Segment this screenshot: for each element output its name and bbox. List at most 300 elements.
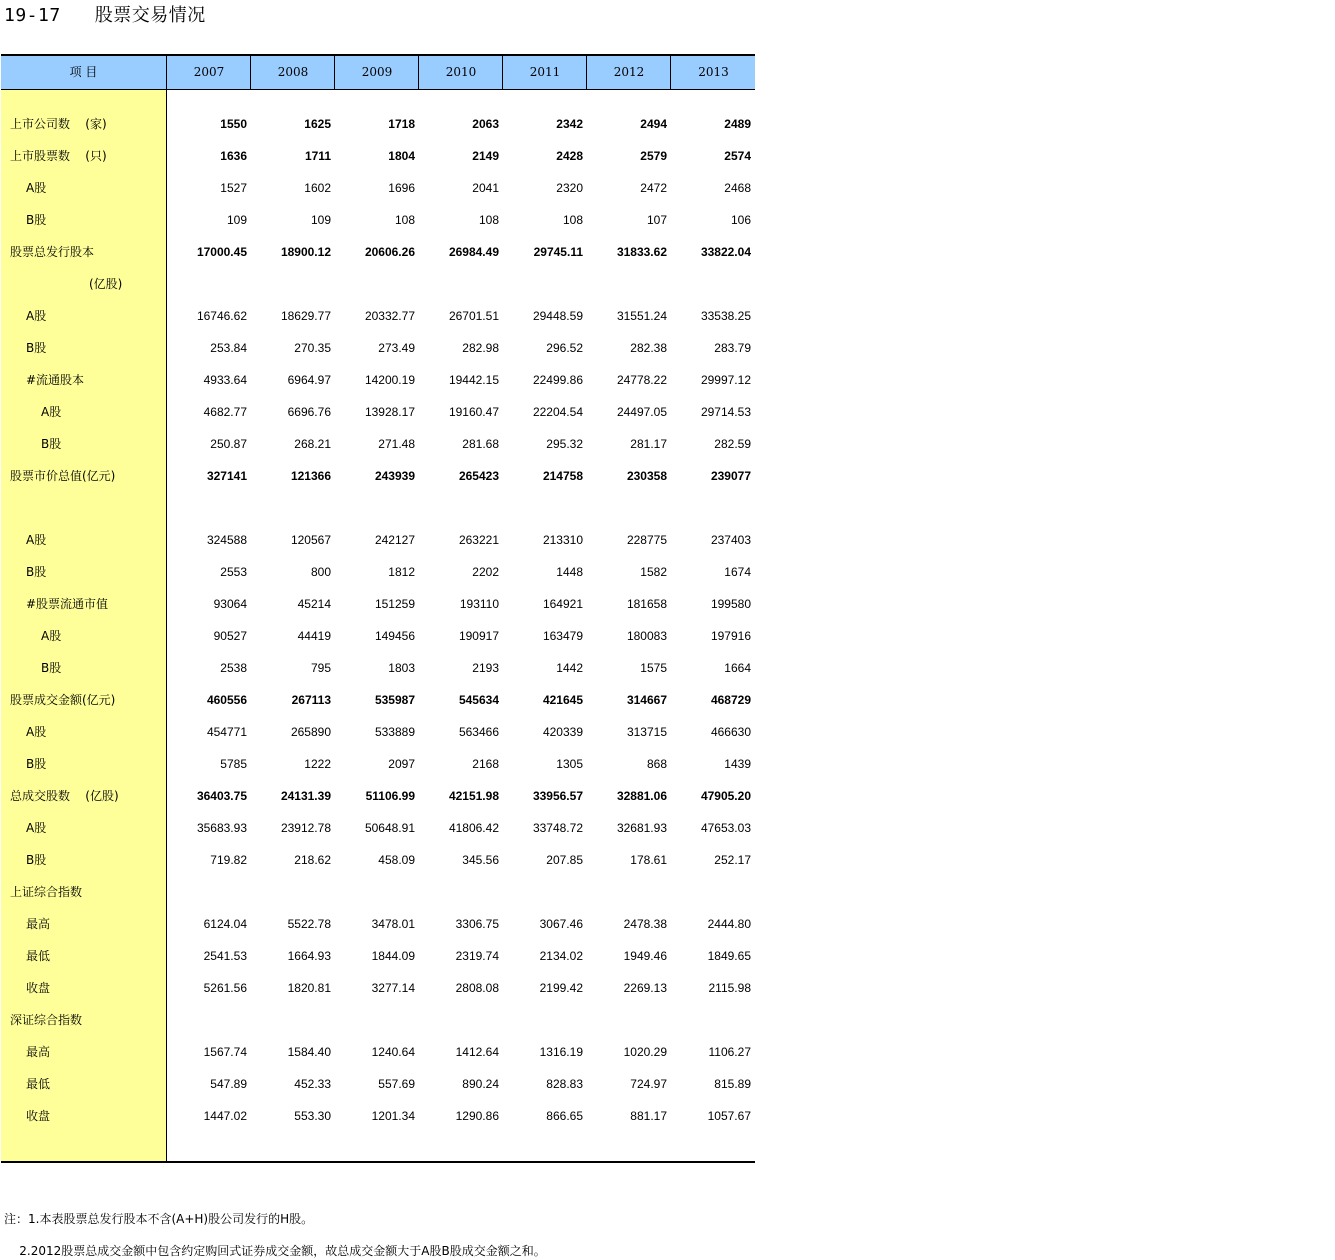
- cell-value: 1674: [724, 565, 751, 579]
- table-row: [1, 588, 755, 620]
- cell-value: [335, 268, 415, 300]
- table-row: [1, 396, 755, 428]
- cell-value: 1527: [220, 181, 247, 195]
- cell-value: 421645: [542, 693, 583, 707]
- table-row: [1, 524, 755, 556]
- table-row: [1, 204, 755, 236]
- cell-value: 265423: [458, 469, 499, 483]
- cell-value: 16746.62: [196, 309, 247, 323]
- cell-value: 2149: [472, 149, 499, 163]
- cell-value: 460556: [206, 693, 247, 707]
- table-row: [1, 652, 755, 684]
- row-label: 总成交股数 (亿股): [10, 789, 119, 803]
- cell-value: 2428: [556, 149, 583, 163]
- cell-value: 26701.51: [448, 309, 499, 323]
- cell-value: 51106.99: [365, 789, 415, 803]
- cell-value: 535987: [374, 693, 415, 707]
- cell-value: 296.52: [546, 341, 583, 355]
- cell-value: [503, 268, 583, 300]
- cell-value: 109: [310, 213, 331, 227]
- cell-value: 547.89: [210, 1077, 247, 1091]
- cell-value: 2115.98: [708, 981, 751, 995]
- cell-value: 327141: [206, 469, 247, 483]
- cell-value: 29997.12: [700, 373, 751, 387]
- cell-value: 1222: [304, 757, 331, 771]
- cell-value: 2478.38: [623, 917, 667, 931]
- cell-value: 178.61: [630, 853, 667, 867]
- cell-value: 252.17: [714, 853, 751, 867]
- row-label: A股: [41, 629, 62, 643]
- table-row: [1, 716, 755, 748]
- cell-value: [167, 876, 247, 908]
- cell-value: [251, 492, 331, 524]
- cell-value: 466630: [710, 725, 751, 739]
- cell-value: 20332.77: [364, 309, 415, 323]
- table-row: [1, 812, 755, 844]
- header-year: 2008: [250, 56, 335, 89]
- cell-value: 420339: [542, 725, 583, 739]
- cell-value: 2472: [640, 181, 667, 195]
- cell-value: 190917: [458, 629, 499, 643]
- cell-value: 2541.53: [203, 949, 247, 963]
- cell-value: 881.17: [630, 1109, 667, 1123]
- cell-value: 1949.46: [623, 949, 667, 963]
- cell-value: 250.87: [210, 437, 247, 451]
- cell-value: 454771: [206, 725, 247, 739]
- cell-value: 282.38: [630, 341, 667, 355]
- cell-value: [419, 876, 499, 908]
- cell-value: [335, 1004, 415, 1036]
- cell-value: 1057.67: [707, 1109, 751, 1123]
- cell-value: 151259: [374, 597, 415, 611]
- row-label: B股: [26, 757, 47, 771]
- cell-value: 1718: [388, 117, 415, 131]
- cell-value: 3277.14: [371, 981, 415, 995]
- table-row: [1, 108, 755, 140]
- cell-value: 22499.86: [532, 373, 583, 387]
- table-row: [1, 1036, 755, 1068]
- cell-value: 2097: [388, 757, 415, 771]
- cell-value: 313715: [626, 725, 667, 739]
- table-row: [1, 972, 755, 1004]
- cell-value: 1696: [388, 181, 415, 195]
- cell-value: 5785: [220, 757, 247, 771]
- cell-value: 24778.22: [616, 373, 667, 387]
- cell-value: 29448.59: [532, 309, 583, 323]
- cell-value: 3067.46: [539, 917, 583, 931]
- cell-value: 1106.27: [708, 1045, 751, 1059]
- cell-value: 2579: [640, 149, 667, 163]
- cell-value: 282.98: [462, 341, 499, 355]
- cell-value: 31551.24: [616, 309, 667, 323]
- table-header: [1, 56, 755, 90]
- table-row: [1, 332, 755, 364]
- cell-value: 866.65: [546, 1109, 583, 1123]
- table-row: [1, 1068, 755, 1100]
- cell-value: 265890: [290, 725, 331, 739]
- cell-value: 1201.34: [371, 1109, 415, 1123]
- cell-value: 218.62: [294, 853, 331, 867]
- cell-value: 314667: [626, 693, 667, 707]
- cell-value: 1664: [724, 661, 751, 675]
- cell-value: [419, 1004, 499, 1036]
- cell-value: [587, 876, 667, 908]
- cell-value: 1240.64: [371, 1045, 415, 1059]
- cell-value: 193110: [459, 597, 499, 611]
- row-label: A股: [26, 821, 47, 835]
- cell-value: 4682.77: [203, 405, 247, 419]
- page-title: 19-17 股票交易情况: [4, 5, 206, 26]
- cell-value: 2041: [472, 181, 499, 195]
- cell-value: 24131.39: [280, 789, 331, 803]
- cell-value: 230358: [626, 469, 667, 483]
- cell-value: 31833.62: [616, 245, 667, 259]
- cell-value: 2444.80: [707, 917, 751, 931]
- cell-value: 1584.40: [287, 1045, 331, 1059]
- cell-value: [419, 268, 499, 300]
- cell-value: 1447.02: [203, 1109, 247, 1123]
- cell-value: 5522.78: [287, 917, 331, 931]
- row-label: 股票成交金额(亿元): [10, 693, 116, 707]
- cell-value: 121366: [290, 469, 331, 483]
- cell-value: 2199.42: [539, 981, 583, 995]
- cell-value: 32881.06: [616, 789, 667, 803]
- row-label: #流通股本: [26, 373, 85, 387]
- row-label: B股: [26, 853, 47, 867]
- cell-value: [587, 492, 667, 524]
- cell-value: 6964.97: [287, 373, 331, 387]
- cell-value: 1803: [388, 661, 415, 675]
- cell-value: 1020.29: [623, 1045, 667, 1059]
- cell-value: 2574: [724, 149, 751, 163]
- cell-value: 345.56: [462, 853, 499, 867]
- cell-value: 295.32: [546, 437, 583, 451]
- cell-value: 2553: [220, 565, 247, 579]
- cell-value: 1711: [304, 149, 331, 163]
- cell-value: 270.35: [294, 341, 331, 355]
- cell-value: [587, 1004, 667, 1036]
- cell-value: [671, 492, 751, 524]
- cell-value: 1804: [388, 149, 415, 163]
- cell-value: 228775: [626, 533, 667, 547]
- cell-value: 213310: [542, 533, 583, 547]
- row-label: 最高: [26, 917, 51, 931]
- table-row: [1, 172, 755, 204]
- cell-value: 3306.75: [455, 917, 499, 931]
- cell-value: 1305: [556, 757, 583, 771]
- cell-value: [503, 876, 583, 908]
- cell-value: 33822.04: [700, 245, 751, 259]
- cell-value: 1550: [220, 117, 247, 131]
- cell-value: 724.97: [630, 1077, 667, 1091]
- cell-value: 23912.78: [280, 821, 331, 835]
- cell-value: [167, 492, 247, 524]
- cell-value: 13928.17: [364, 405, 415, 419]
- cell-value: 19442.15: [448, 373, 499, 387]
- cell-value: 1412.64: [455, 1045, 499, 1059]
- cell-value: [251, 268, 331, 300]
- row-label: 上市股票数 (只): [10, 149, 107, 163]
- cell-value: 214758: [542, 469, 583, 483]
- cell-value: 3478.01: [371, 917, 415, 931]
- cell-value: 18629.77: [280, 309, 331, 323]
- header-year: 2010: [418, 56, 503, 89]
- row-label: 股票总发行股本: [10, 245, 95, 259]
- cell-value: 19160.47: [448, 405, 499, 419]
- cell-value: 44419: [297, 629, 331, 643]
- cell-value: 2494: [640, 117, 667, 131]
- cell-value: 1316.19: [539, 1045, 583, 1059]
- cell-value: [251, 1004, 331, 1036]
- table-row: [1, 908, 755, 940]
- cell-value: 1582: [640, 565, 667, 579]
- cell-value: 20606.26: [364, 245, 415, 259]
- cell-value: 2193: [472, 661, 499, 675]
- cell-value: [167, 1004, 247, 1036]
- row-label: 最高: [26, 1045, 51, 1059]
- cell-value: 2320: [556, 181, 583, 195]
- cell-value: 33538.25: [700, 309, 751, 323]
- cell-value: 533889: [374, 725, 415, 739]
- cell-value: 108: [394, 213, 415, 227]
- cell-value: 2489: [724, 117, 751, 131]
- cell-value: 795: [310, 661, 331, 675]
- cell-value: 1602: [304, 181, 331, 195]
- cell-value: 800: [310, 565, 331, 579]
- header-year: 2013: [670, 56, 756, 89]
- cell-value: [671, 268, 751, 300]
- cell-value: 5261.56: [203, 981, 247, 995]
- cell-value: 545634: [458, 693, 499, 707]
- table-row: [1, 940, 755, 972]
- cell-value: 452.33: [294, 1077, 331, 1091]
- cell-value: 6696.76: [287, 405, 331, 419]
- cell-value: 2808.08: [455, 981, 499, 995]
- cell-value: [335, 876, 415, 908]
- cell-value: 563466: [458, 725, 499, 739]
- table-row: [1, 428, 755, 460]
- cell-value: 458.09: [378, 853, 415, 867]
- cell-value: 50648.91: [364, 821, 415, 835]
- table-row: [1, 300, 755, 332]
- table-row: [1, 876, 755, 908]
- cell-value: [671, 876, 751, 908]
- cell-value: [167, 268, 247, 300]
- cell-value: 253.84: [210, 341, 247, 355]
- row-label: 收盘: [26, 1109, 51, 1123]
- note-1: 注：1.本表股票总发行股本不含(A+H)股公司发行的H股。: [4, 1212, 314, 1226]
- cell-value: 281.17: [630, 437, 667, 451]
- row-label: 股票市价总值(亿元): [10, 469, 116, 483]
- cell-value: 1820.81: [287, 981, 331, 995]
- cell-value: 2063: [472, 117, 499, 131]
- cell-value: 47905.20: [700, 789, 751, 803]
- cell-value: 93064: [213, 597, 247, 611]
- header-year: 2009: [334, 56, 419, 89]
- table-row: [1, 620, 755, 652]
- cell-value: 108: [478, 213, 499, 227]
- cell-value: 4933.64: [203, 373, 247, 387]
- cell-value: 41806.42: [448, 821, 499, 835]
- cell-value: 1636: [220, 149, 247, 163]
- cell-value: 47653.03: [700, 821, 751, 835]
- table-row: [1, 364, 755, 396]
- cell-value: 107: [646, 213, 667, 227]
- cell-value: 149456: [374, 629, 415, 643]
- cell-value: 109: [226, 213, 247, 227]
- row-label: A股: [26, 533, 47, 547]
- row-label: (亿股): [89, 277, 123, 291]
- table-row: [1, 140, 755, 172]
- cell-value: 1290.86: [455, 1109, 499, 1123]
- cell-value: 1567.74: [203, 1045, 247, 1059]
- cell-value: 1664.93: [287, 949, 331, 963]
- cell-value: 180083: [626, 629, 667, 643]
- cell-value: 90527: [213, 629, 247, 643]
- cell-value: 239077: [710, 469, 751, 483]
- row-label: A股: [26, 725, 47, 739]
- cell-value: 719.82: [210, 853, 247, 867]
- row-label: 上证综合指数: [10, 885, 83, 899]
- cell-value: 6124.04: [203, 917, 247, 931]
- row-label: A股: [26, 181, 47, 195]
- cell-value: 1439: [724, 757, 751, 771]
- cell-value: 24497.05: [616, 405, 667, 419]
- cell-value: 36403.75: [196, 789, 247, 803]
- cell-value: 207.85: [546, 853, 583, 867]
- row-label: 收盘: [26, 981, 51, 995]
- row-label: B股: [26, 213, 47, 227]
- row-label: B股: [41, 661, 62, 675]
- cell-value: 26984.49: [448, 245, 499, 259]
- cell-value: 35683.93: [196, 821, 247, 835]
- header-year: 2012: [586, 56, 671, 89]
- table-row: [1, 748, 755, 780]
- cell-value: 281.68: [462, 437, 499, 451]
- cell-value: 237403: [710, 533, 751, 547]
- table-row: [1, 684, 755, 716]
- cell-value: 2319.74: [455, 949, 499, 963]
- cell-value: 29745.11: [533, 245, 583, 259]
- cell-value: 2468: [724, 181, 751, 195]
- row-label: 最低: [26, 1077, 51, 1091]
- cell-value: 18900.12: [280, 245, 331, 259]
- cell-value: 282.59: [714, 437, 751, 451]
- row-label: B股: [26, 565, 47, 579]
- cell-value: 273.49: [378, 341, 415, 355]
- cell-value: [503, 1004, 583, 1036]
- header-item-label: 项 目: [69, 65, 98, 79]
- stock-trading-table: [1, 54, 755, 1164]
- cell-value: 557.69: [378, 1077, 415, 1091]
- cell-value: 2269.13: [623, 981, 667, 995]
- note-2: 2.2012股票总成交金额中包含约定购回式证券成交金额，故总成交金额大于A股B股成交金额之和。: [4, 1244, 546, 1258]
- cell-value: 164921: [542, 597, 583, 611]
- cell-value: [503, 492, 583, 524]
- cell-value: 2538: [220, 661, 247, 675]
- table-bottom-rule: [1, 1161, 755, 1163]
- cell-value: 267113: [291, 693, 331, 707]
- cell-value: 468729: [710, 693, 751, 707]
- cell-value: 2134.02: [539, 949, 583, 963]
- cell-value: 14200.19: [364, 373, 415, 387]
- cell-value: 33748.72: [532, 821, 583, 835]
- cell-value: 1849.65: [707, 949, 751, 963]
- cell-value: 283.79: [714, 341, 751, 355]
- table-row: [1, 844, 755, 876]
- cell-value: 890.24: [462, 1077, 499, 1091]
- cell-value: [251, 876, 331, 908]
- cell-value: 271.48: [378, 437, 415, 451]
- cell-value: 32681.93: [616, 821, 667, 835]
- cell-value: [587, 268, 667, 300]
- table-row: [1, 236, 755, 268]
- cell-value: 242127: [374, 533, 415, 547]
- cell-value: 108: [562, 213, 583, 227]
- cell-value: 243939: [374, 469, 415, 483]
- cell-value: [419, 492, 499, 524]
- header-year: 2007: [166, 56, 251, 89]
- cell-value: 553.30: [294, 1109, 331, 1123]
- cell-value: 868: [646, 757, 667, 771]
- header-year: 2011: [502, 56, 587, 89]
- cell-value: 2168: [472, 757, 499, 771]
- cell-value: 22204.54: [532, 405, 583, 419]
- table-row: [1, 492, 755, 524]
- cell-value: 1625: [304, 117, 331, 131]
- cell-value: 815.89: [714, 1077, 751, 1091]
- cell-value: 1575: [640, 661, 667, 675]
- table-row: [1, 1100, 755, 1132]
- cell-value: 1442: [556, 661, 583, 675]
- cell-value: 42151.98: [448, 789, 499, 803]
- cell-value: 324588: [206, 533, 247, 547]
- cell-value: 45214: [297, 597, 331, 611]
- row-label: 上市公司数 (家): [10, 117, 107, 131]
- row-label: A股: [26, 309, 47, 323]
- cell-value: 268.21: [294, 437, 331, 451]
- cell-value: 29714.53: [700, 405, 751, 419]
- table-row: [1, 556, 755, 588]
- cell-value: 197916: [710, 629, 751, 643]
- cell-value: [671, 1004, 751, 1036]
- cell-value: 1812: [388, 565, 415, 579]
- cell-value: 181658: [626, 597, 667, 611]
- cell-value: 120567: [290, 533, 331, 547]
- cell-value: 163479: [542, 629, 583, 643]
- row-label: 最低: [26, 949, 51, 963]
- table-row: [1, 268, 755, 300]
- row-label: B股: [26, 341, 47, 355]
- cell-value: 828.83: [546, 1077, 583, 1091]
- cell-value: 2342: [556, 117, 583, 131]
- table-row: [1, 1004, 755, 1036]
- table-row: [1, 460, 755, 492]
- cell-value: 2202: [472, 565, 499, 579]
- cell-value: 263221: [458, 533, 499, 547]
- cell-value: 1844.09: [371, 949, 415, 963]
- cell-value: 17000.45: [196, 245, 247, 259]
- cell-value: 199580: [710, 597, 751, 611]
- row-label: A股: [41, 405, 62, 419]
- cell-value: 1448: [556, 565, 583, 579]
- row-label: B股: [41, 437, 62, 451]
- table-row: [1, 780, 755, 812]
- cell-value: 106: [730, 213, 751, 227]
- cell-value: [335, 492, 415, 524]
- row-label: #股票流通市值: [26, 597, 109, 611]
- row-label: 深证综合指数: [10, 1013, 83, 1027]
